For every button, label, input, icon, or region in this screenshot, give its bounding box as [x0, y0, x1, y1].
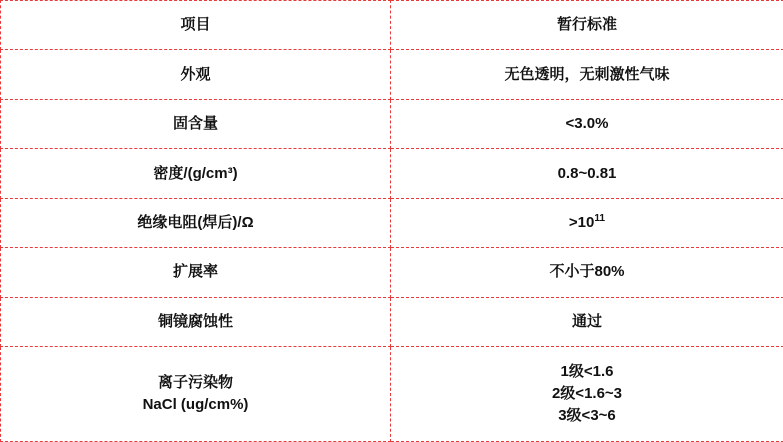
table-row [1, 198, 783, 247]
row-value-ionic-contamination [391, 347, 783, 442]
column-header-item: 项目 [1, 1, 391, 50]
table-row [1, 50, 783, 99]
ionic-contamination-level1: 1级<1.6 [560, 363, 614, 381]
insulation-resistance-exponent: 11 [594, 213, 606, 225]
table-row [1, 248, 783, 297]
row-value-spread-rate: 不小于80% [391, 248, 783, 297]
row-value-solid-content: <3.0% [391, 99, 783, 148]
ionic-contamination-level2: 2级<1.6~3 [551, 385, 623, 403]
table-row [1, 149, 783, 198]
row-value-density: 0.8~0.81 [391, 149, 783, 198]
row-item-insulation-resistance: 绝缘电阻(焊后)/Ω [1, 198, 391, 247]
table-row [1, 347, 783, 442]
insulation-resistance-base: >10 [568, 214, 595, 232]
row-item-spread-rate: 扩展率 [1, 248, 391, 297]
table-row [1, 297, 783, 346]
ionic-contamination-line2: NaCl (ug/cm%) [142, 396, 249, 413]
ionic-contamination-line1: 离子污染物 [157, 374, 233, 392]
row-value-appearance: 无色透明，无刺激性气味 [391, 50, 783, 99]
row-item-solid-content: 固含量 [1, 99, 391, 148]
column-header-standard: 暂行标准 [391, 1, 783, 50]
row-item-density: 密度/(g/cm³) [1, 149, 391, 198]
row-value-copper-mirror-corrosion: 通过 [391, 297, 783, 346]
ionic-contamination-level3: 3级<3~6 [558, 406, 616, 424]
row-value-insulation-resistance [391, 198, 783, 247]
row-item-appearance: 外观 [1, 50, 391, 99]
table-header-row [1, 1, 783, 50]
row-item-ionic-contamination [1, 347, 391, 442]
row-item-copper-mirror-corrosion: 铜镜腐蚀性 [1, 297, 391, 346]
table-row [1, 99, 783, 148]
